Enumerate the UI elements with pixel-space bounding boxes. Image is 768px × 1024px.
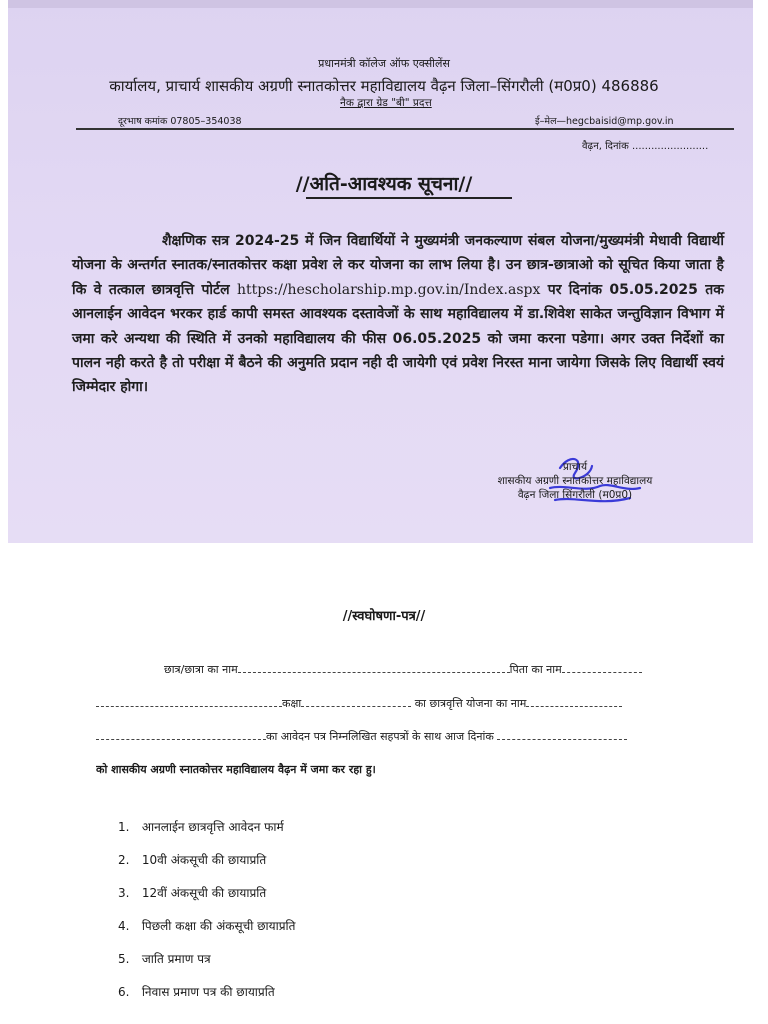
student-name-blank [238, 664, 510, 673]
email-address: ई–मेल—hegcbaisid@mp.gov.in [535, 116, 674, 127]
item-label: निवास प्रमाण पत्र की छायाप्रति [141, 985, 275, 999]
paragraph-end: पर दिनांक 05.05.2025 तक आनलाईन आवेदन भरकर हार्ड कापी समस्त आवश्यक दस्तावेजों के साथ महाविद्यालय में डा.शिवेश साकेत जन्तुविज्ञान विभाग में जमा करे अन्यथा की स्थिति में उनको महाविद्यालय की फीस 06.05.2025 को जमा करना पडेगा। अगर उक्त निर्देशों का पालन नही करते है तो परीक्षा में बैठने की अनुमति प्रदान नही दी जायेगी एवं प्रवेश निरस्त माना जायेगा जिसके लिए विद्यार्थी स्वयं जिम्मेदार होगा। [72, 281, 724, 396]
grade-line: नैक द्वारा ग्रेड "बी" प्रदत्त [340, 97, 432, 109]
signature-block [470, 460, 680, 502]
header-divider [76, 128, 734, 130]
father-name-blank [562, 664, 642, 673]
notice-paragraph [72, 229, 724, 400]
list-item [118, 818, 296, 851]
date-blank [497, 731, 627, 740]
date-line: वैढ़न, दिनांक ........................ [582, 141, 709, 152]
class-blank [96, 698, 282, 707]
item-number: 5. [118, 952, 130, 966]
application-blank [96, 731, 266, 740]
phone-number: दूरभाष कमांक 07805–354038 [118, 116, 242, 127]
item-label: जाति प्रमाण पत्र [141, 952, 211, 966]
form-spacer [96, 665, 164, 673]
notice-title: //अति-आवश्यक सूचना// [295, 173, 473, 195]
portal-url: https://hescholarship.mp.gov.in/Index.aspx [236, 281, 541, 298]
father-name-label: पिता का नाम [509, 663, 562, 676]
item-number: 6. [118, 985, 130, 999]
class-value-blank [301, 698, 411, 707]
class-label: कक्षा [282, 697, 302, 710]
student-name-label: छात्र/छात्रा का नाम [164, 663, 238, 676]
application-label: का आवेदन पत्र निम्नलिखित सहपत्रों के साथ आज दिनांक [266, 730, 494, 743]
list-item [118, 983, 296, 1016]
list-item [118, 917, 296, 950]
document-list [118, 818, 296, 1016]
list-item [118, 851, 296, 884]
paragraph-start: शैक्षणिक सत्र 2024-25 में जिन विद्यार्थियों ने मुख्यमंत्री जनकल्याण संबल योजना/मुख्यमंत्री मेधावी विद्यार्थी योजना के अन्तर्गत स्नातक/स्नातकोत्तर कक्षा प्रवेश ले कर योजना का लाभ लिया है। उन छात्र-छात्राओ को सूचित किया जाता है कि वे तत्काल छात्रवृत्ति पोर्टल [72, 233, 724, 298]
declaration-title: //स्वघोषणा-पत्र// [342, 609, 426, 624]
title-underline [306, 197, 512, 199]
scheme-blank [526, 698, 622, 707]
item-number: 2. [118, 853, 130, 867]
item-label: 12वीं अंकसूची की छायाप्रति [141, 886, 267, 900]
scheme-label: का छात्रवृत्ति योजना का नाम [414, 697, 527, 710]
list-item [118, 950, 296, 983]
item-number: 1. [118, 820, 130, 834]
signatory-place: वैढ़न जिला सिंगरौली (म0प्र0) [517, 489, 633, 501]
item-number: 4. [118, 919, 130, 933]
submission-line: को शासकीय अग्रणी स्नातकोत्तर महाविद्यालय वैढ़न में जमा कर रहा हु। [96, 763, 376, 776]
form-line-student [96, 662, 696, 677]
list-item [118, 884, 296, 917]
item-number: 3. [118, 886, 130, 900]
subheading: प्रधानमंत्री कॉलेज ऑफ एक्सीलेंस [318, 57, 450, 70]
office-heading: कार्यालय, प्राचार्य शासकीय अग्रणी स्नातकोत्तर महाविद्यालय वैढ़न जिला–सिंगरौली (म0प्र0) 486886 [109, 77, 659, 95]
form-line-class [96, 696, 696, 711]
signatory-college: शासकीय अग्रणी स्नातकोत्तर महाविद्यालय [497, 475, 653, 487]
form-line-application [96, 729, 696, 744]
item-label: 10वी अंकसूची की छायाप्रति [141, 853, 267, 867]
signatory-title: प्राचार्य [562, 461, 588, 473]
item-label: पिछली कक्षा की अंकसूची छायाप्रति [141, 919, 296, 933]
page-edge [8, 0, 753, 8]
item-label: आनलाईन छात्रवृत्ति आवेदन फार्म [141, 820, 284, 834]
